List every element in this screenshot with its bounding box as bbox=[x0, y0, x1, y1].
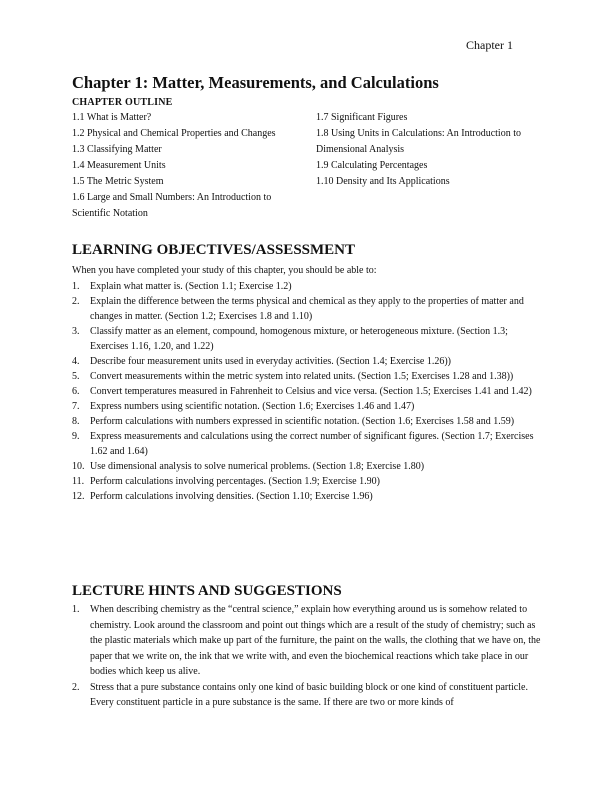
item-number: 8. bbox=[72, 416, 80, 427]
objective-item bbox=[72, 369, 542, 384]
hint-item bbox=[72, 680, 542, 711]
item-text: Convert measurements within the metric system into related units. (Section 1.5; Exercises 1.28 and 1.38)) bbox=[90, 371, 514, 382]
objective-item bbox=[72, 459, 542, 474]
objective-item bbox=[72, 354, 542, 369]
objective-item bbox=[72, 294, 542, 324]
hint-item bbox=[72, 602, 542, 680]
outline-item: 1.10 Density and Its Applications bbox=[316, 176, 450, 187]
item-text: Classify matter as an element, compound, homogenous mixture, or heterogeneous mixture. (Section 1.3; Exercises 1.16, 1.20, and 1.22) bbox=[90, 326, 508, 352]
outline-item: 1.8 Using Units in Calculations: An Introduction to Dimensional Analysis bbox=[316, 128, 521, 155]
outline-item: 1.4 Measurement Units bbox=[72, 160, 166, 171]
objective-item bbox=[72, 324, 542, 354]
item-number: 11. bbox=[72, 476, 85, 487]
item-number: 2. bbox=[72, 296, 80, 307]
item-number: 5. bbox=[72, 371, 80, 382]
hints-heading: LECTURE HINTS AND SUGGESTIONS bbox=[72, 583, 342, 599]
objectives-intro: When you have completed your study of this chapter, you should be able to: bbox=[72, 265, 377, 276]
chapter-outline-left-column bbox=[72, 110, 304, 222]
item-text: Explain what matter is. (Section 1.1; Exercise 1.2) bbox=[90, 281, 292, 292]
item-text: Perform calculations involving percentages. (Section 1.9; Exercise 1.90) bbox=[90, 476, 380, 487]
item-text: Express numbers using scientific notation. (Section 1.6; Exercises 1.46 and 1.47) bbox=[90, 401, 415, 412]
item-number: 1. bbox=[72, 604, 80, 615]
running-head: Chapter 1 bbox=[466, 38, 513, 52]
objective-item bbox=[72, 384, 542, 399]
item-number: 3. bbox=[72, 326, 80, 337]
chapter-outline-label: CHAPTER OUTLINE bbox=[72, 97, 173, 108]
item-text: When describing chemistry as the “central science,” explain how everything around us is somehow related to chemistry. Look around the classroom and point out things which are a result of the study of chemistry; such as the plastic materials which make up part of the furniture, the paint on the walls, the clothing that we have on, the paper that we write on, the ink that we write with, and even the biochemical reactions which take place in our bodies which keep us alive. bbox=[90, 604, 541, 677]
outline-item: 1.9 Calculating Percentages bbox=[316, 160, 428, 171]
item-text: Stress that a pure substance contains only one kind of basic building block or one kind of constituent particle. Every constituent particle in a pure substance is the same. If there are two or more kinds of bbox=[90, 681, 528, 708]
chapter-title: Chapter 1: Matter, Measurements, and Calculations bbox=[72, 73, 439, 92]
objective-item bbox=[72, 429, 542, 459]
objectives-heading: LEARNING OBJECTIVES/ASSESSMENT bbox=[72, 242, 356, 258]
objectives-list bbox=[72, 279, 542, 504]
item-number: 6. bbox=[72, 386, 80, 397]
item-text: Explain the difference between the terms physical and chemical as they apply to the properties of matter and changes in matter. (Section 1.2; Exercises 1.8 and 1.10) bbox=[90, 296, 524, 322]
item-number: 12. bbox=[72, 491, 85, 502]
outline-item: 1.5 The Metric System bbox=[72, 176, 164, 187]
item-number: 1. bbox=[72, 281, 80, 292]
objective-item bbox=[72, 414, 542, 429]
item-number: 7. bbox=[72, 401, 80, 412]
outline-item: 1.6 Large and Small Numbers: An Introduction to Scientific Notation bbox=[72, 192, 272, 219]
chapter-outline-right-column bbox=[316, 110, 548, 190]
item-number: 2. bbox=[72, 681, 80, 693]
item-number: 4. bbox=[72, 356, 80, 367]
item-text: Perform calculations involving densities. (Section 1.10; Exercise 1.96) bbox=[90, 491, 373, 502]
item-number: 10. bbox=[72, 461, 85, 472]
outline-item: 1.2 Physical and Chemical Properties and Changes bbox=[72, 128, 276, 139]
item-number: 9. bbox=[72, 431, 80, 442]
objective-item bbox=[72, 474, 542, 489]
item-text: Describe four measurement units used in everyday activities. (Section 1.4; Exercise 1.26)) bbox=[90, 356, 451, 367]
outline-item: 1.1 What is Matter? bbox=[72, 112, 152, 123]
item-text: Perform calculations with numbers expressed in scientific notation. (Section 1.6; Exercises 1.58 and 1.59) bbox=[90, 416, 515, 427]
hints-list bbox=[72, 602, 542, 711]
outline-item: 1.7 Significant Figures bbox=[316, 112, 408, 123]
objective-item bbox=[72, 399, 542, 414]
item-text: Express measurements and calculations using the correct number of significant figures. (Section 1.7; Exercises 1.62 and 1.64) bbox=[90, 431, 534, 457]
outline-item: 1.3 Classifying Matter bbox=[72, 144, 162, 155]
objective-item bbox=[72, 279, 542, 294]
objective-item bbox=[72, 489, 542, 504]
item-text: Use dimensional analysis to solve numerical problems. (Section 1.8; Exercise 1.80) bbox=[90, 461, 425, 472]
item-text: Convert temperatures measured in Fahrenheit to Celsius and vice versa. (Section 1.5; Exercises 1.41 and 1.42) bbox=[90, 386, 532, 397]
